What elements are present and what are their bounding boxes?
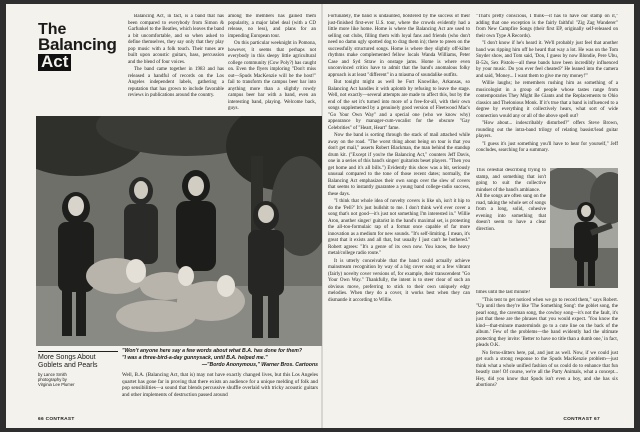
article-title bbox=[38, 21, 117, 80]
paragraph: "This tent to get noticed when we go to record them," says Robert. "Up until then they're like 'The Something Song': the goblet song, the pearl song, the caveman song, the cowboy song—it's not the fault, it's just that these are the phrases that you would expect. 'You know the kind—that-minute masterminds go to a cute line on the back of the album.' Few of the problems—the band evidently had the ultimate protecting they invite: 'Better to have no title than a dumb one,' in fact, pleads O.K. bbox=[476, 297, 618, 348]
sidebar-headline: More Songs About Goblets and Pearls bbox=[38, 354, 98, 369]
band-photo-illustration bbox=[36, 116, 322, 346]
paragraph: "I think that whole idea of novelty covers is like uh, isn't it hip to do the 'Pell?' It's just bullshit to me. I don't think we'd ever cover a song that's not good—it's just not something I'm interested in." Willie Aron, another singer/ guitarist in the band's maximal set, is protesting the all-too-formulaic rap of a format once capable of far more innovation as a medium for new sounds. "It's self-limiting. I mean, it's great that it exists and all that, but usually I just can't be bothered." Robert agrees: "It's a genre of its own now. You know, the heavy metal/college radio route." bbox=[328, 199, 470, 256]
performer-photo bbox=[550, 168, 618, 288]
paragraph: This celestial describing trying to stamp, and something that isn't going to suit the collective mindset of the band's ambiance. bbox=[476, 168, 546, 193]
byline-photographer: Virginia Lee Plumer bbox=[38, 382, 75, 387]
paragraph: Now the band is sorting through the stack of mail attached while away on the road. "The worst thing about being on tour is that you don't get mail," asserts Robert Blackman, the man behind the standup drum kit. ("Except if you're the Balancing Act," counters Jeff Davis, one in a series of this band's singer/ guitarists beset players. "Then you get home and it's all bills.") Evidently this show was a bit, seriously unusual compared to the tone of those recent dates; normally, the Balancing Act emphasizes their own songs over the slew of covers that seems to instantly guarantee a young band college-radio success, these days. bbox=[328, 133, 470, 197]
right-column-1 bbox=[328, 14, 470, 412]
paragraph: The band came together in 1983 and has released a handful of records on the Los Angeles independent labels, gathering a reputation that has grown to include favorable reviews in publications around the country. bbox=[128, 67, 224, 98]
byline-author: by Lance Smith bbox=[38, 372, 67, 377]
band-photo bbox=[36, 116, 322, 346]
paragraph: "I don't know if he's heard it. We'll probably just feel that another band was ripping him off he heard that way a lot. He was on the Tom Snyder show, and Tom said, 'Don, I guess by now Blondie, Pere Ubu, B-52s, Sex Pistols—all these bands have been incredibly influenced by your music. Do you ever feel cheated?' He leaned into the camera and said, 'Money... I want them to give me my money!'" bbox=[476, 41, 618, 79]
title-act: Act bbox=[38, 54, 71, 71]
paragraph: Willie laughs; he remembers rushing him as something of a musicologist in a group of people whose tastes range from contemporaries They Might Be Giants and the Replacements to Ohio classics and Thelonious Monk. If it's true that a band is influenced to a degree by everything it collectively hears, what sort of wide connection would any or all of the above spell out? bbox=[476, 81, 618, 119]
right-column-2-wrap bbox=[476, 168, 546, 288]
pull-quote bbox=[122, 348, 318, 369]
title-main: Balancing bbox=[38, 35, 117, 55]
magazine-spread bbox=[6, 4, 634, 428]
quote-line-2: "I was a three-bird-a-day gunnysack, until B.A. helped me." bbox=[122, 354, 268, 361]
paragraph: All the songs are often sung on the road, taking the whole set of songs from a long, solid, cohesive evening into something that doesn't seem to have a clear direction. bbox=[476, 194, 546, 232]
paragraph: It is utterly conceivable that the band could actually achieve mainstream recognition by way of a big cover song or a few vibrant (fairly) novelty cover versions of, for example, their transcendent "Go Your Own Way." Thankfully, the intent is to steer clear of such an obvious move, preferring to stick to their own uniquely edgy melodies. When they do a cover, it works best when they can dismantle it according to Willie. bbox=[328, 258, 470, 303]
paragraph: "I guess it's just something you'll have to hear for yourself," Jeff concludes, searching for a summary. bbox=[476, 141, 618, 153]
paragraph: Well, B.A. (Balancing Act, that is) may not have exactly changed lives, but this Los Angeles quartet has gone far in proving that there exists an audience for a unique melding of folk and pop sensibilities—a sound that blends percussive shuffle overlaid with tricky acoustic guitars and other implements of destruction passed around bbox=[122, 372, 318, 398]
folio-left: 66 CONTRAST bbox=[38, 417, 75, 422]
folio-right: CONTRAST 67 bbox=[563, 417, 600, 422]
paragraph: But tonight might as well be Fort Knowlike, Arkansas, so Balancing Act handles it with aplomb by refusing to leave the stage. Well, not exactly—several attempts are made to affect this, but by the end of the set it's turned into more of a free-for-all, with their own songs supplemented by a genuinely good version of Fleetwood Mac's "Go Your Own Way" and a special one (who we know why) appearance by manager-cum-vocalist for the obscure "Gay Celebrities" of "Heart, Heart" fame. bbox=[328, 80, 470, 131]
paragraph: No ferns-slitters here, pal, and just as well. Now, if we could just get such a strong response to the Spuds MacKenzie problem—just think what a whole unified fashion of us could do to enhance that fun beastly rare! Of course, we're all the Party Animals, what a concept... Hey, did you know that Spuds isn't even a boy, and she has six abortions? bbox=[476, 350, 618, 388]
left-column-1 bbox=[128, 14, 224, 118]
title-the: The bbox=[38, 21, 67, 38]
left-column-2 bbox=[228, 14, 316, 118]
right-column-2-bottom bbox=[476, 290, 618, 412]
paragraph: Fortunately, the band is undaunted, bolstered by the success of their just-finished first-ever U.S. tour, where the crowds evidently had a little more like home. Home is where the Balancing Act are used to selling out clubs, filling them with loyal fans and friends (who don't need no damn ugly spotted dog to drag them in); there to preen on the successfully structured songs. Home is where they slightly off-kilter rhythms make complemented fellow locals Wanda Williams, Peter Case and Syd Straw in onstage jams. Home is where even unconvinced critics have to admit that the band's anomalous folky approach is at least "different" in a miasma of soundalike outfits. bbox=[328, 14, 470, 78]
right-column-2-top bbox=[476, 14, 618, 166]
paragraph: On this particular weeknight in Pomona, however, it seems that perhaps not everybody in this sleepy little agricultural college community (Cow Poly?) has caught on. Even the flyers imploring "Don't miss out—Spuds MacKenzie will be the host!" fail to transform the campus beer bar into anything more than a slightly rowdy campus beer bar with a band, even an interesting band, playing. Welcome back, guys. bbox=[228, 41, 316, 111]
byline bbox=[38, 372, 118, 387]
paragraph: "That's pretty conscious, I think—it has to have our stamp on it," adding that one exception is the fairly faithful "Zig Zag Wanderer" from New Campfire Songs (their first EP, originally self-released on their own Type A Records). bbox=[476, 14, 618, 39]
sidebar-rule bbox=[38, 351, 118, 352]
paragraph: "How about... indescribably disturbed?" offers Steve Brown, rounding out the intra-band trilogy of relating bassist/lead guitar players. bbox=[476, 121, 618, 139]
intro-paragraph bbox=[122, 372, 318, 408]
paragraph: Balancing Act, in fact, is a band that has been compared to everybody from Simon & Garfunkel to the Beatles, which leaves the band a bit uncomfortable, and so when asked to define themselves, they say only that they play pop music with a folk touch. Their tunes are built upon acoustic guitars, bass, percussion and the blend of four voices. bbox=[128, 14, 224, 65]
byline-photo-label: photography by bbox=[38, 377, 67, 382]
quote-attribution: —"Bordo Anonymous," Warner Bros. Cartoons bbox=[201, 362, 318, 369]
performer-photo-illustration bbox=[550, 168, 618, 288]
paragraph: among the members has gained them popularity, a major label deal (with a CD release, no less), and plans for an impending European tour. bbox=[228, 14, 316, 39]
paragraph: times until the last minute? bbox=[476, 290, 531, 295]
quote-line-1: "Won't anyone here say a few words about what B.A. has done for them? bbox=[122, 348, 302, 354]
